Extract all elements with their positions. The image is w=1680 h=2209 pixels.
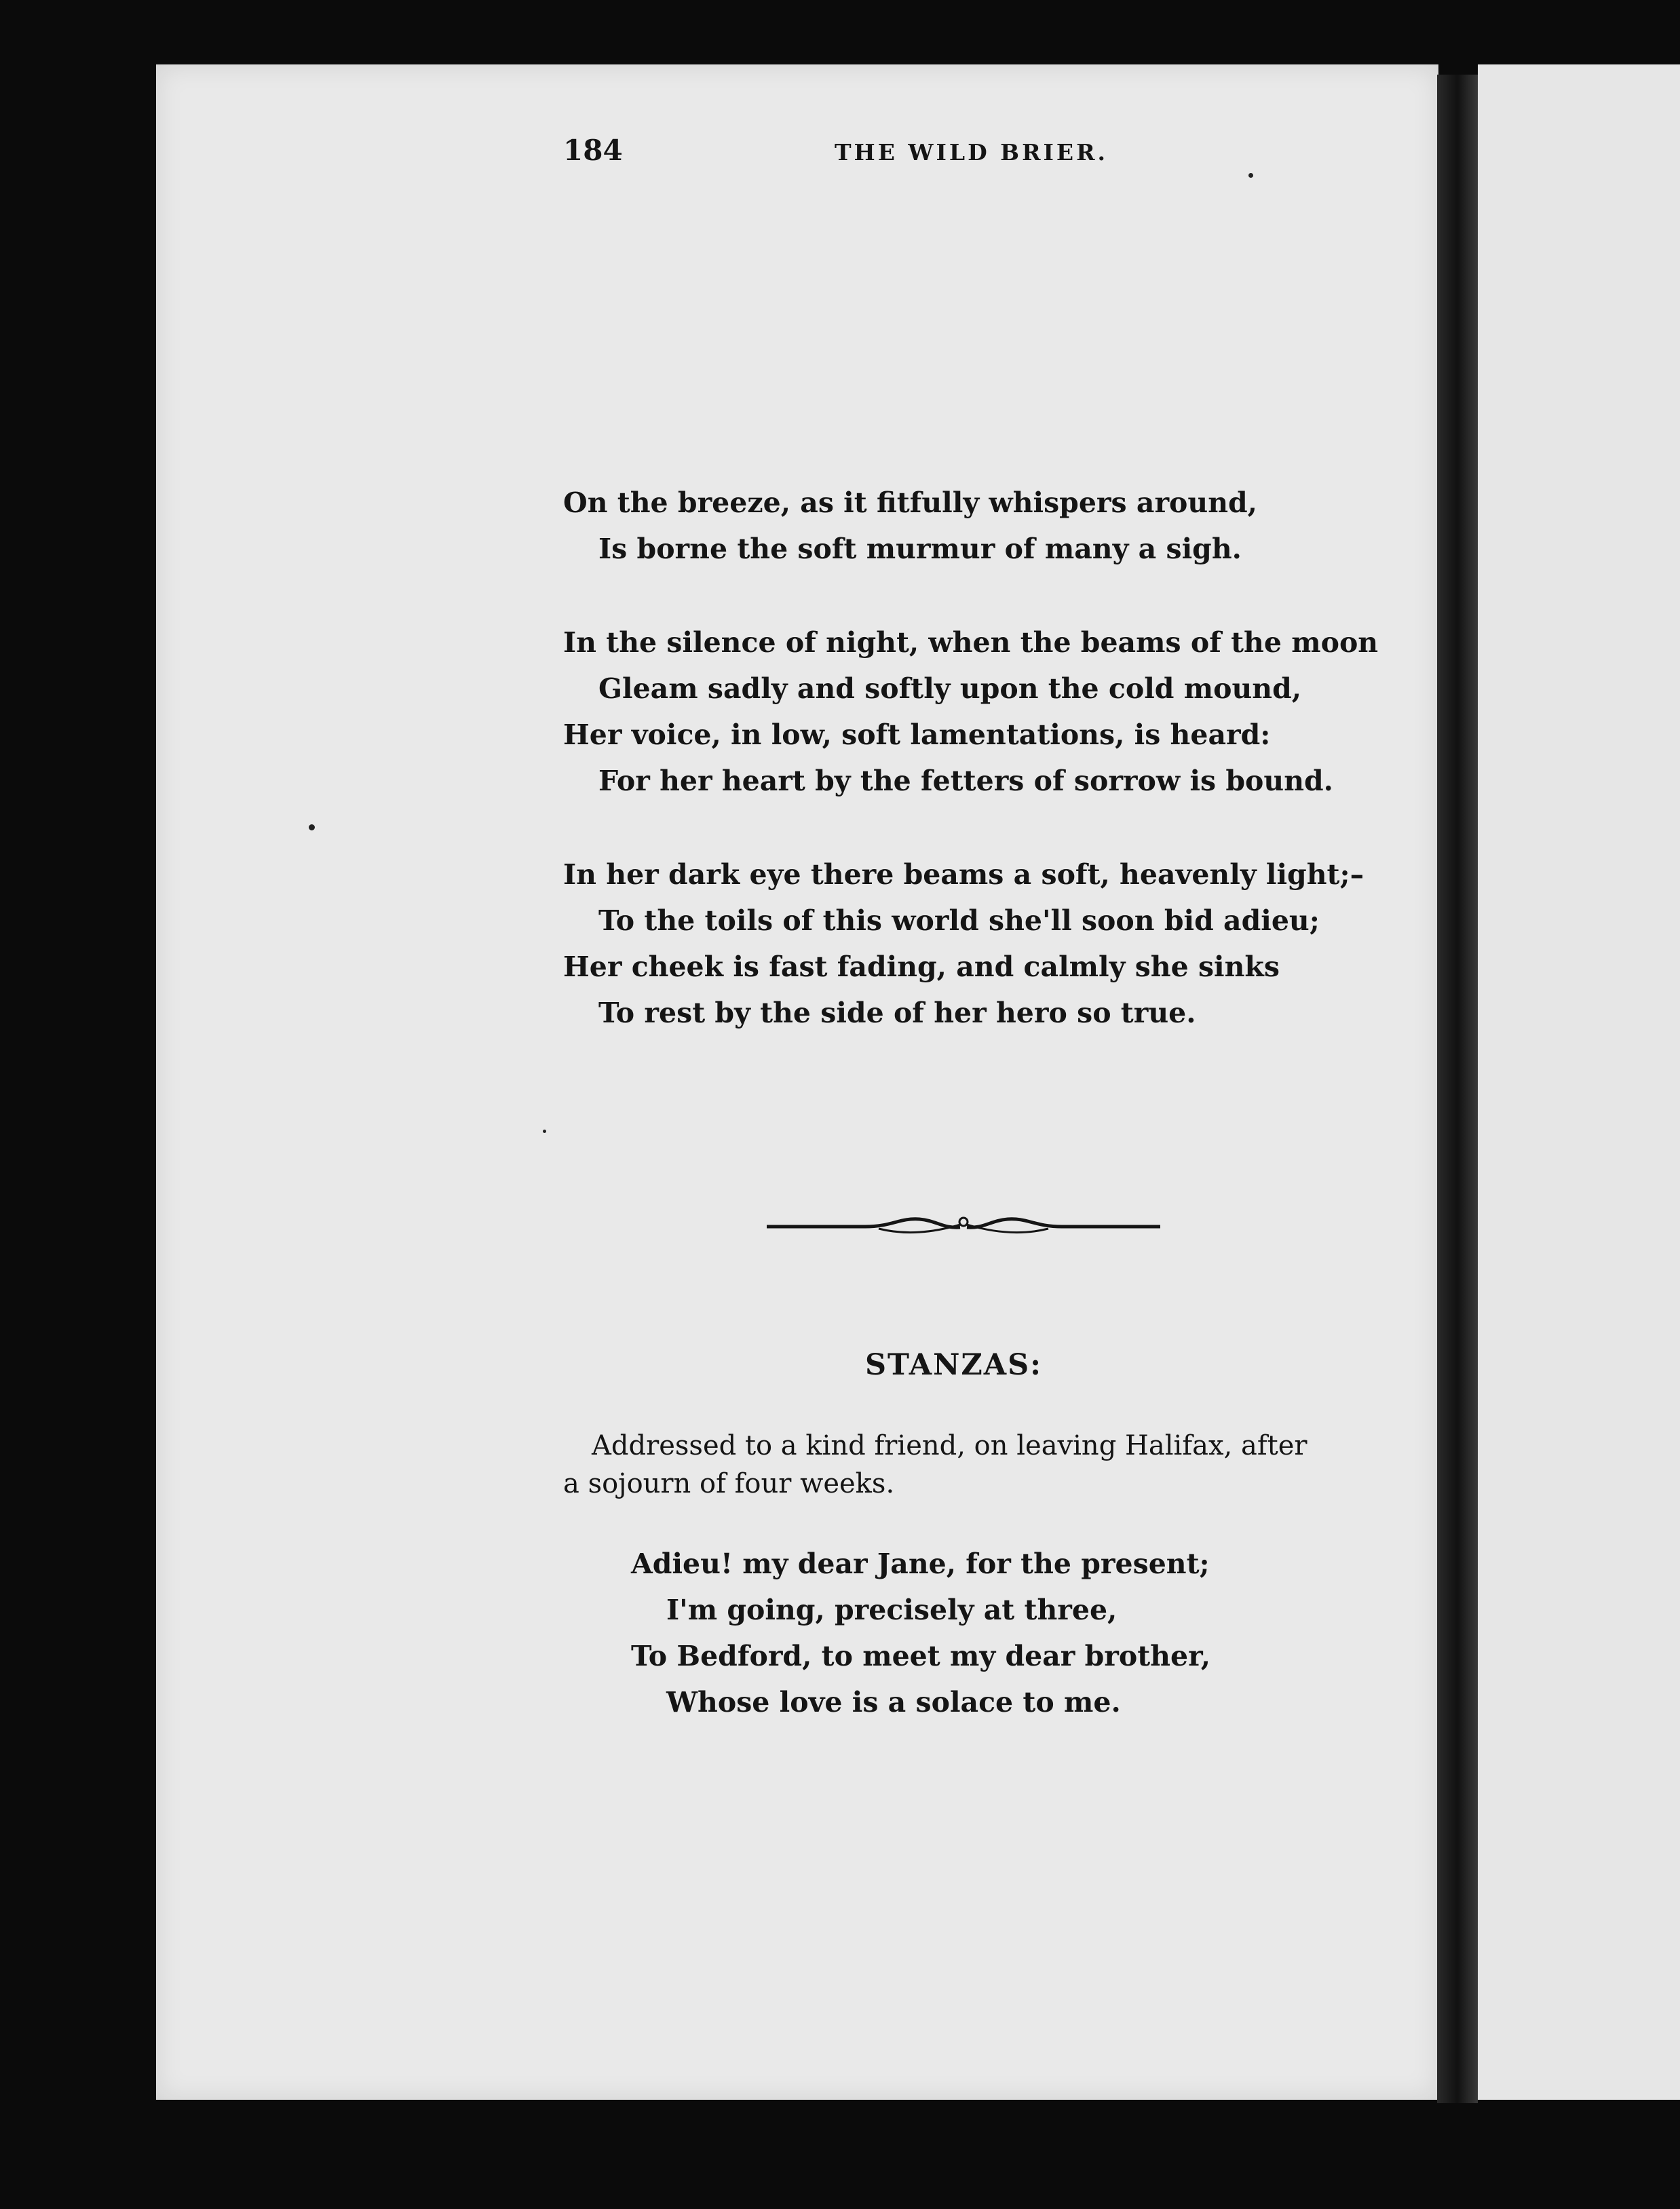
poem-stanza-4 — [631, 1541, 1210, 1725]
poem-stanza-1 — [563, 480, 1257, 572]
poem-line: I'm going, precisely at three, — [666, 1594, 1118, 1626]
poem-line: To rest by the side of her hero so true. — [598, 997, 1196, 1029]
poem-line: Adieu! my dear Jane, for the present; — [631, 1548, 1210, 1580]
poem-line: To Bedford, to meet my dear brother, — [631, 1640, 1210, 1672]
dedication-line: Addressed to a kind friend, on leaving Halifax, after — [592, 1430, 1307, 1461]
poem-stanza-2 — [563, 619, 1378, 804]
poem-line: For her heart by the fetters of sorrow is bound. — [598, 765, 1333, 797]
book-page — [156, 64, 1438, 2100]
paper-speck — [1248, 173, 1253, 178]
poem-line: To the toils of this world she'll soon bid adieu; — [598, 904, 1320, 937]
book-title: THE WILD BRIER. — [835, 139, 1109, 166]
poem-line: Is borne the soft murmur of many a sigh. — [598, 533, 1242, 565]
poem-line: In her dark eye there beams a soft, heavenly light;– — [563, 858, 1364, 891]
poem-line: Her voice, in low, soft lamentations, is heard: — [563, 718, 1271, 751]
page-number: 184 — [563, 134, 623, 167]
book-binding — [1437, 75, 1478, 2103]
poem-line: In the silence of night, when the beams of the moon — [563, 626, 1379, 659]
poem-title: STANZAS: — [865, 1348, 1043, 1382]
paper-speck — [543, 1130, 546, 1133]
poem-stanza-3 — [563, 851, 1364, 1036]
poem-dedication — [563, 1427, 1364, 1503]
poem-line: On the breeze, as it fitfully whispers around, — [563, 486, 1257, 519]
facing-page-edge — [1478, 64, 1680, 2100]
poem-line: Whose love is a solace to me. — [666, 1686, 1121, 1718]
paper-speck — [309, 824, 315, 830]
poem-line: Gleam sadly and softly upon the cold mound, — [598, 672, 1302, 705]
poem-line: Her cheek is fast fading, and calmly she sinks — [563, 950, 1280, 983]
dedication-line: a sojourn of four weeks. — [563, 1468, 895, 1499]
ornamental-divider — [763, 1210, 1164, 1240]
